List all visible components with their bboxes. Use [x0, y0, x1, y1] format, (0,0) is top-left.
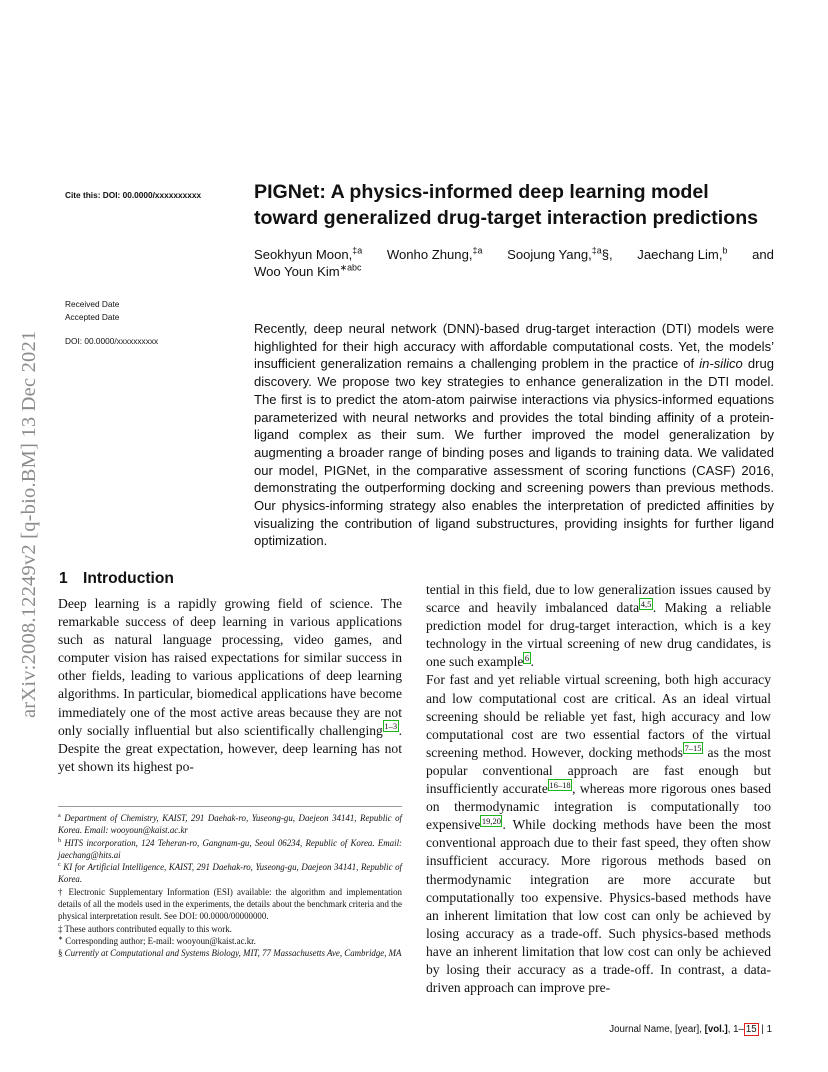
page-number: 1: [766, 1024, 772, 1035]
author-and: and: [752, 247, 774, 262]
arxiv-stamp: arXiv:2008.12249v2 [q-bio.BM] 13 Dec 2021: [18, 330, 40, 718]
received-date: Received Date: [65, 299, 120, 309]
accepted-date: Accepted Date: [65, 311, 120, 322]
citation-link[interactable]: 19,20: [481, 815, 501, 826]
citation-link[interactable]: 7–15: [684, 743, 702, 754]
author: Jaechang Lim,$^b$: [637, 245, 728, 262]
page-footer: Journal Name, [year], [vol.], 1– 15 | 1: [609, 1024, 772, 1035]
footnote: ‡ These authors contributed equally to this work.: [58, 923, 232, 934]
author: Wonho Zhung,$^{\ddagger a}$: [386, 245, 483, 262]
footnote: $^b$ HITS incorporation, 124 Teheran-ro, Gangnam-gu, Seoul 06234, Republic of Korea. Email: jaechang@hits.ai: [58, 837, 403, 860]
footnote: § Currently at Computational and Systems Biology, MIT, 77 Massachusetts Ave, Cambridge, MA: [58, 948, 402, 959]
footnote: $^c$ KI for Artificial Intelligence, KAIST, 291 Daehak-ro, Yuseong-gu, Daejeon 34141, Republic of Korea.: [58, 862, 403, 885]
section-heading: 1 Introduction: [59, 570, 174, 587]
citation-link[interactable]: 1–3: [384, 721, 398, 732]
page-count-link[interactable]: 15: [745, 1024, 757, 1035]
citation-link[interactable]: 6: [524, 652, 530, 663]
author: Woo Youn Kim$^{∗abc}$: [254, 262, 362, 279]
footnote-divider: [58, 806, 402, 807]
received-accepted: [65, 298, 119, 323]
footnote: ∗ Corresponding author; E-mail: wooyoun@kaist.ac.kr.: [58, 935, 256, 946]
abstract: Recently, deep neural network (DNN)-based drug-target interaction (DTI) models were highlighted for their high accuracy with affordable computational costs. Yet, the models’ insufficient generalization remains a challenging problem in the practice of in-silico drug discovery. We propose two key strategies to enhance generalization in the DTI model. The first is to predict the atom-atom pairwise interactions via physics-informed equations parameterized with neural networks and provides the total binding affinity of a protein-ligand complex as their sum. We further improved the model generalization by augmenting a broader range of binding poses and ligands to training data. We validated our model, PIGNet, in the comparative assessment of scoring functions (CASF) 2016, demonstrating the outperforming docking and screening powers than previous methods. Our physics-informing strategy also enables the interpretation of predicted affinities by visualizing the contribution of ligand substructures, providing insights for further ligand optimization.: [254, 321, 774, 549]
author: Soojung Yang,$^{\ddagger a}$§,: [507, 245, 613, 262]
citation-link[interactable]: 4,5: [640, 598, 652, 609]
footnote: † Electronic Supplementary Information (ESI) available: the algorithm and implementation details of all the models used in the experiments, the details about the benchmark criteria and the physical interpretation result. See DOI: 00.0000/00000000.: [58, 886, 402, 922]
footnotes: [58, 812, 402, 960]
footnote: $^a$ Department of Chemistry, KAIST, 291 Daehak-ro, Yuseong-gu, Daejeon 34141, Republic of Korea. Email: wooyoun@kaist.ac.kr: [58, 813, 403, 836]
author-list: [254, 246, 774, 280]
doi-left: DOI: 00.0000/xxxxxxxxxx: [65, 336, 159, 346]
cite-this: Cite this: DOI: 00.0000/xxxxxxxxxx: [65, 190, 202, 200]
paper-title: PIGNet: A physics-informed deep learning model toward generalized drug-target interaction predictions: [254, 181, 759, 229]
author: Seokhyun Moon,$^{\ddagger a}$: [254, 245, 363, 262]
left-column-text: Deep learning is a rapidly growing field of science. The remarkable success of deep learning in various applications such as natural language processing, video games, and computer vision has raised expectations for similar success in other fields, leading to various applications of deep learning algorithms. In particular, biomedical applications have become immediately one of the most active areas because they are not only socially influential but also scientifically challenging $^{1-3}$ . Despite the great expectation, however, deep learning has not yet shown its highest po-: [58, 596, 402, 774]
right-column-text: tential in this field, due to low generalization issues caused by scarce and heavily imbalanced data $^{4,5}$ . Making a reliable prediction model for drug-target interaction, which is a key technology in the virtual screening of new drug candidates, is one such example $^6$ . For fast and yet reliable virtual screening, both high accuracy and low computational cost are critical. As an ideal virtual screening should be reliable yet fast, high accuracy and low computational cost are two essential factors of the virtual screening method. However, docking methods $^{7-15}$ as the most popular conventional approach are fast enough but insufficiently accurate $^{16-18}$ , whereas more rigorous ones based on thermodynamic integration is computationally too expensive $^{19,20}$ . While docking methods have been the most conventional approach due to their fast speed, they often show insufficient accuracy. More rigorous methods based on thermodynamic integration are more accurate but computationally too expensive. Physics-based methods have an inherent limitation that low cost can only be achieved by losing accuracy as a trade-off. Such physics-based methods have an inherent limitation that low cost can only be achieved by losing their accuracy as a trade-off. In contrast, a data-driven approach can improve pre-: [426, 582, 772, 996]
citation-link[interactable]: 16–18: [549, 779, 571, 790]
